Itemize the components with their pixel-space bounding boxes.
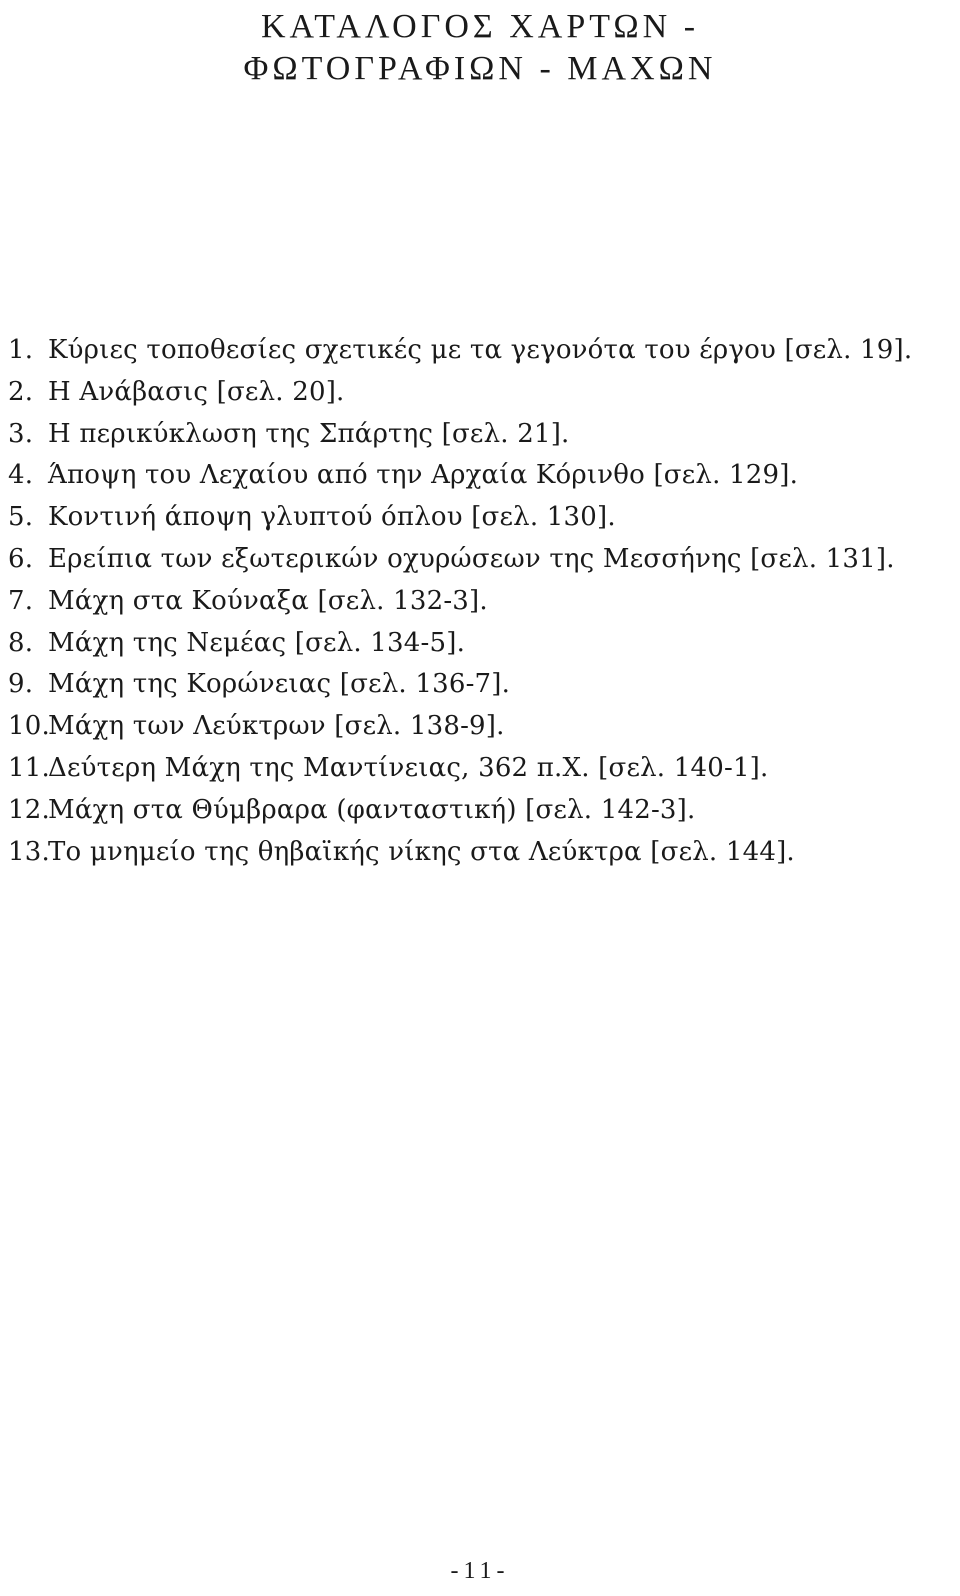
catalog-item — [8, 623, 948, 665]
catalog-item — [8, 832, 948, 874]
item-number: 4. — [8, 460, 34, 491]
catalog-item — [8, 664, 948, 706]
catalog-item — [8, 330, 948, 372]
item-text: Μάχη της Κορώνειας [σελ. 136-7]. — [48, 669, 511, 700]
item-number: 12. — [8, 794, 50, 825]
item-number: 2. — [8, 376, 34, 407]
item-number: 5. — [8, 502, 34, 533]
item-number: 1. — [8, 335, 34, 365]
item-text: Άποψη του Λεχαίου από την Αρχαία Κόρινθο [σελ. 129]. — [48, 460, 799, 491]
catalog-item — [8, 455, 948, 497]
item-number: 10. — [8, 711, 50, 742]
item-text: Μάχη των Λεύκτρων [σελ. 138-9]. — [48, 711, 505, 742]
item-number: 6. — [8, 543, 34, 574]
item-text: Το μνημείο της θηβαϊκής νίκης στα Λεύκτρα [σελ. 144]. — [48, 836, 795, 867]
catalog-item — [8, 539, 948, 581]
page-number: -11- — [450, 1558, 510, 1584]
item-text: Κοντινή άποψη γλυπτού όπλου [σελ. 130]. — [48, 502, 616, 533]
catalog-item — [8, 706, 948, 748]
catalog-item — [8, 497, 948, 539]
item-text: Κύριες τοποθεσίες σχετικές με τα γεγονότα του έργου [σελ. 19]. — [48, 335, 913, 365]
item-number: 13. — [8, 836, 50, 867]
page-title-line-1: ΚΑΤΑΛΟΓΟΣ ΧΑΡΤΩΝ - — [260, 8, 700, 45]
catalog-item — [8, 372, 948, 414]
item-text: Μάχη στα Κούναξα [σελ. 132-3]. — [48, 585, 488, 616]
item-number: 11. — [8, 752, 50, 783]
catalog-list — [8, 330, 948, 873]
item-number: 9. — [8, 669, 34, 700]
item-text: Μάχη της Νεμέας [σελ. 134-5]. — [48, 627, 466, 658]
item-number: 8. — [8, 627, 34, 658]
catalog-item — [8, 790, 948, 832]
catalog-item — [8, 581, 948, 623]
catalog-item — [8, 414, 948, 456]
item-text: Ερείπια των εξωτερικών οχυρώσεων της Μεσσήνης [σελ. 131]. — [48, 543, 895, 574]
item-number: 3. — [8, 418, 34, 449]
page-title-line-2: ΦΩΤΟΓΡΑΦΙΩΝ - ΜΑΧΩΝ — [243, 50, 717, 87]
item-text: Μάχη στα Θύμβραρα (φανταστική) [σελ. 142-3]. — [48, 794, 696, 825]
item-text: Η περικύκλωση της Σπάρτης [σελ. 21]. — [48, 418, 570, 449]
item-text: Δεύτερη Μάχη της Μαντίνειας, 362 π.Χ. [σελ. 140-1]. — [48, 752, 769, 783]
item-number: 7. — [8, 585, 34, 616]
catalog-item — [8, 748, 948, 790]
item-text: Η Ανάβασις [σελ. 20]. — [48, 376, 345, 407]
